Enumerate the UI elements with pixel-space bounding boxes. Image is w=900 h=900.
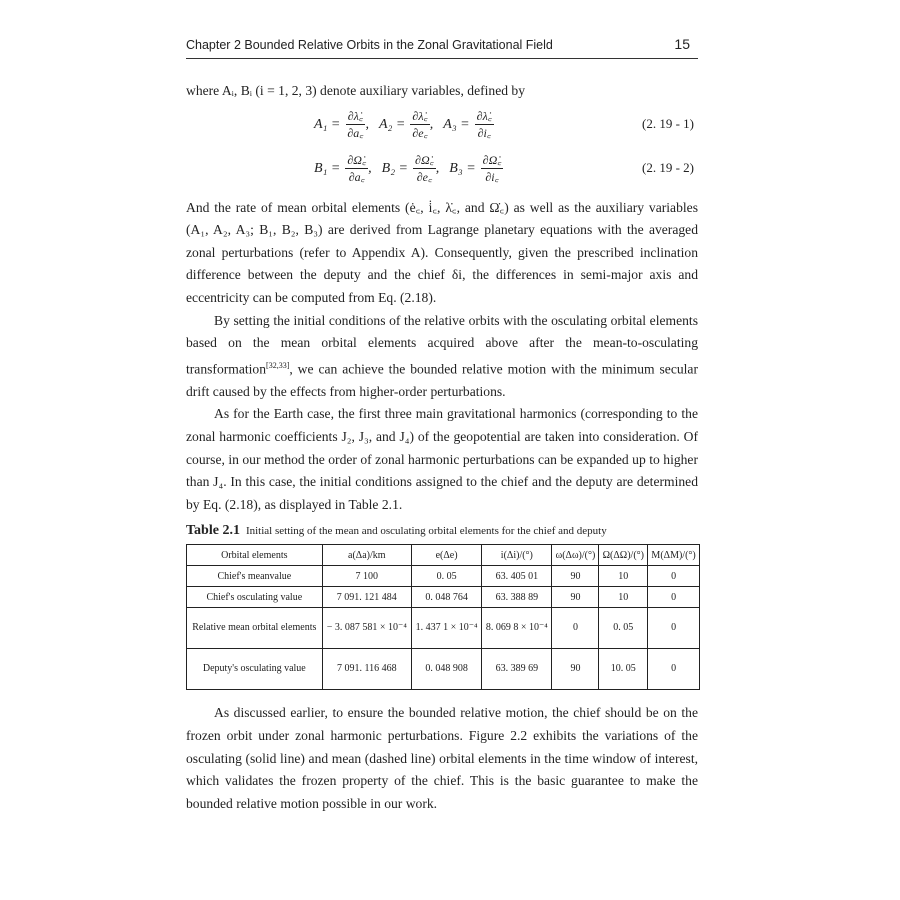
table-cell: 7 100 [322,566,411,587]
equation-b3: B₃ = $\frac{\partial\Omegȧ꜀}{\partial i꜀}$ [449,153,502,185]
equation-a3: A₃ = $\frac{\partial\lambdȧ꜀}{\partial i꜀}$ [443,109,492,141]
table-cell: 63. 389 69 [482,649,552,690]
citation: [32,33] [266,360,290,370]
page-number: 15 [674,36,690,52]
table-cell: 10 [599,566,648,587]
table-label: Table 2.1 [186,523,240,539]
table-cell: Relative mean orbital elements [187,608,323,649]
table-header-row [187,545,700,566]
table-cell: 63. 405 01 [482,566,552,587]
table-row [187,649,700,690]
equation-number: (2. 19 - 2) [642,159,694,175]
column-header: M(ΔM)/(°) [648,545,700,566]
equation-a1: A₁ = $\frac{\partial\lambdȧ꜀}{\partial a꜀}$ , [314,109,369,141]
equation-b1: B₁ = $\frac{\partial\Omegȧ꜀}{\partial a꜀}$ , [314,153,372,185]
running-header [186,36,698,59]
chapter-title: Chapter 2 Bounded Relative Orbits in the Zonal Gravitational Field [186,38,553,52]
column-header: i(Δi)/(°) [482,545,552,566]
paragraph: As discussed earlier, to ensure the bounded relative motion, the chief should be on the frozen orbit under zonal harmonic perturbations. Figure 2.2 exhibits the variations of the osculating (solid line) and mean (dashed line) orbital elements in the time window of interest, which validates the frozen property of the chief. This is the basic guarantee to make the bounded relative motion possible in our work. [186,705,698,811]
paragraph: As for the Earth case, the first three main gravitational harmonics (corresponding to the zonal harmonic coefficients J₂, J₃, and J₄) of the geopotential are taken into consideration. Of course, in our method the order of zonal harmonic perturbations can be expanded up to higher than J₄. In this case, the initial conditions assigned to the chief and the deputy are determined by Eq. (2.18), as displayed in Table 2.1. [186,406,698,512]
equation-b2: B₂ = $\frac{\partial\Omegȧ꜀}{\partial e꜀}$ , [381,153,440,185]
table-cell: 0 [648,649,700,690]
table-cell: 0 [648,608,700,649]
column-header: ω(Δω)/(°) [552,545,599,566]
equation-a2: A₂ = $\frac{\partial\lambdȧ꜀}{\partial e꜀}$ , [378,109,434,141]
table-cell: 7 091. 116 468 [322,649,411,690]
equation-2-19-2 [186,147,698,191]
table-cell: 0. 048 764 [411,587,481,608]
table-cell: 0 [648,566,700,587]
table-row [187,566,700,587]
table-cell: 0. 05 [411,566,481,587]
table-row [187,587,700,608]
table-cell: 63. 388 89 [482,587,552,608]
table-cell: 10. 05 [599,649,648,690]
paragraph: And the rate of mean orbital elements (ė꜀, i̇꜀, λ̇꜀, and Ω̇꜀) as well as the auxiliary variables (A₁, A₂, A₃; B₁, B₂, B₃) are derived from Lagrange planetary equations with the averaged zonal perturbations (refer to Appendix A). Consequently, given the prescribed inclination difference between the deputy and the chief δi, the differences in semi-major axis and eccentricity can be computed from Eq. (2.18). [186,199,698,305]
paragraph: By setting the initial conditions of the relative orbits with the osculating orbital elements based on the mean orbital elements acquired above after the mean-to-osculating transformation[32,33], we can achieve the bounded relative motion with the minimum secular drift caused by the effects from higher-order perturbations. [186,312,698,399]
table-caption: Table 2.1 Initial setting of the mean and osculating orbital elements for the chief and deputy [186,523,607,539]
page [186,36,698,815]
table-cell: Chief's osculating value [187,587,323,608]
table-cell: 90 [552,566,599,587]
column-header: Ω(ΔΩ)/(°) [599,545,648,566]
table-cell: 0. 048 908 [411,649,481,690]
orbital-elements-table [186,544,700,690]
table-cell: 1. 437 1 × 10⁻⁴ [411,608,481,649]
equation-number: (2. 19 - 1) [642,115,694,131]
equation-2-19-1 [186,103,698,147]
table-cell: 7 091. 121 484 [322,587,411,608]
table-cell: 90 [552,587,599,608]
table-cell: 0 [648,587,700,608]
table-cell: Chief's meanvalue [187,566,323,587]
table-cell: 90 [552,649,599,690]
table-cell: − 3. 087 581 × 10⁻⁴ [322,608,411,649]
column-header: a(Δa)/km [322,545,411,566]
table-cell: 0 [552,608,599,649]
table-cell: Deputy's osculating value [187,649,323,690]
table-cell: 0. 05 [599,608,648,649]
intro-text: where Aᵢ, Bᵢ (i = 1, 2, 3) denote auxiliary variables, defined by [186,83,526,98]
table-cell: 8. 069 8 × 10⁻⁴ [482,608,552,649]
column-header: e(Δe) [411,545,481,566]
column-header: Orbital elements [187,545,323,566]
table-cell: 10 [599,587,648,608]
table-row [187,608,700,649]
